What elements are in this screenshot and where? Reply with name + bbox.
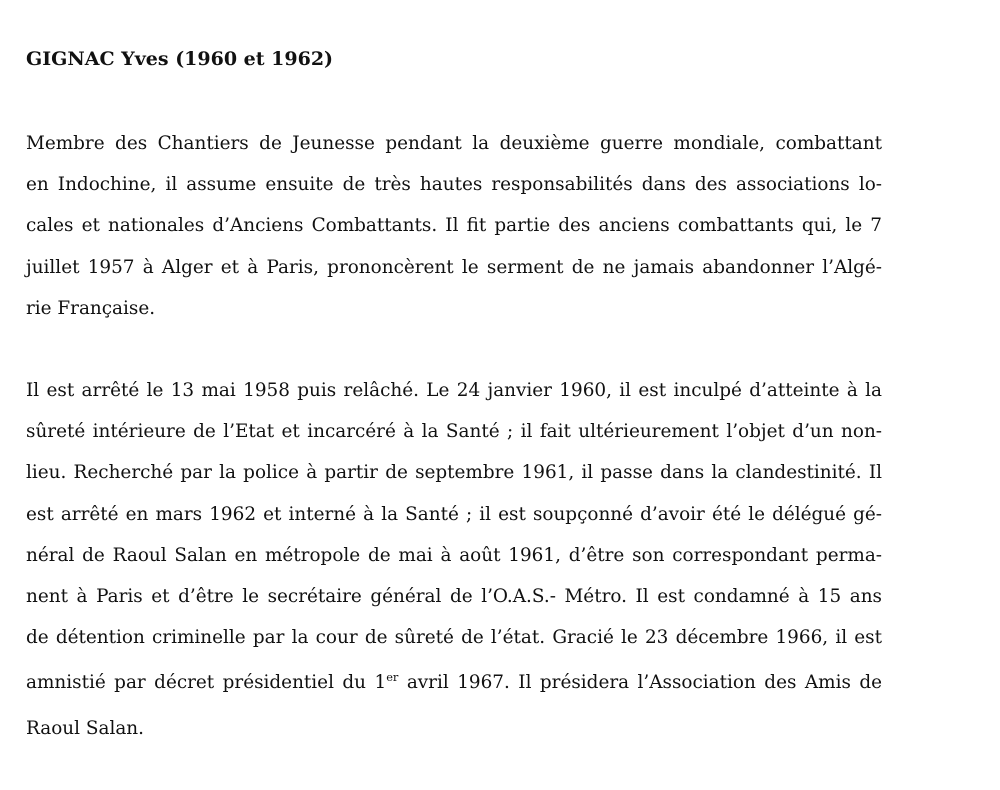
text-line: juillet 1957 à Alger et à Paris, prononcèrent le serment de ne jamais abandonner l’Algé- — [26, 256, 882, 278]
paragraph-biography-oas — [26, 370, 882, 750]
text-line: lieu. Recherché par la police à partir de septembre 1961, il passe dans la clandestinité. Il — [26, 462, 882, 484]
text-line: néral de Raoul Salan en métropole de mai à août 1961, d’être son correspondant perma- — [26, 544, 882, 566]
text-line: Raoul Salan. — [26, 718, 144, 740]
text-line: Il est arrêté le 13 mai 1958 puis relâché. Le 24 janvier 1960, il est inculpé d’atteinte à la — [26, 380, 882, 401]
text-line: de détention criminelle par la cour de sûreté de l’état. Gracié le 23 décembre 1966, il est — [26, 627, 882, 649]
text-line: en Indochine, il assume ensuite de très hautes responsabilités dans des associations lo- — [26, 174, 882, 196]
page-title: GIGNAC Yves (1960 et 1962) — [26, 48, 334, 70]
superscript: er — [386, 670, 399, 685]
text-line-with-superscript — [26, 658, 882, 708]
text-line: nent à Paris et d’être le secrétaire général de l’O.A.S.- Métro. Il est condamné à 15 ans — [26, 585, 882, 607]
text-segment: amnistié par décret présidentiel du 1 — [26, 672, 387, 694]
text-line: Membre des Chantiers de Jeunesse pendant la deuxième guerre mondiale, combattant — [26, 133, 882, 154]
text-segment: avril 1967. Il présidera l’Association des Amis de — [398, 672, 882, 694]
text-line: sûreté intérieure de l’Etat et incarcéré à la Santé ; il fait ultérieurement l’objet d’un non- — [26, 421, 882, 443]
text-line: rie Française. — [26, 297, 156, 319]
text-line: cales et nationales d’Anciens Combattants. Il fit partie des anciens combattants qui, le 7 — [26, 215, 882, 237]
text-line: est arrêté en mars 1962 et interné à la Santé ; il est soupçonné d’avoir été le délégué gé- — [26, 503, 882, 525]
paragraph-biography-intro — [26, 123, 882, 329]
